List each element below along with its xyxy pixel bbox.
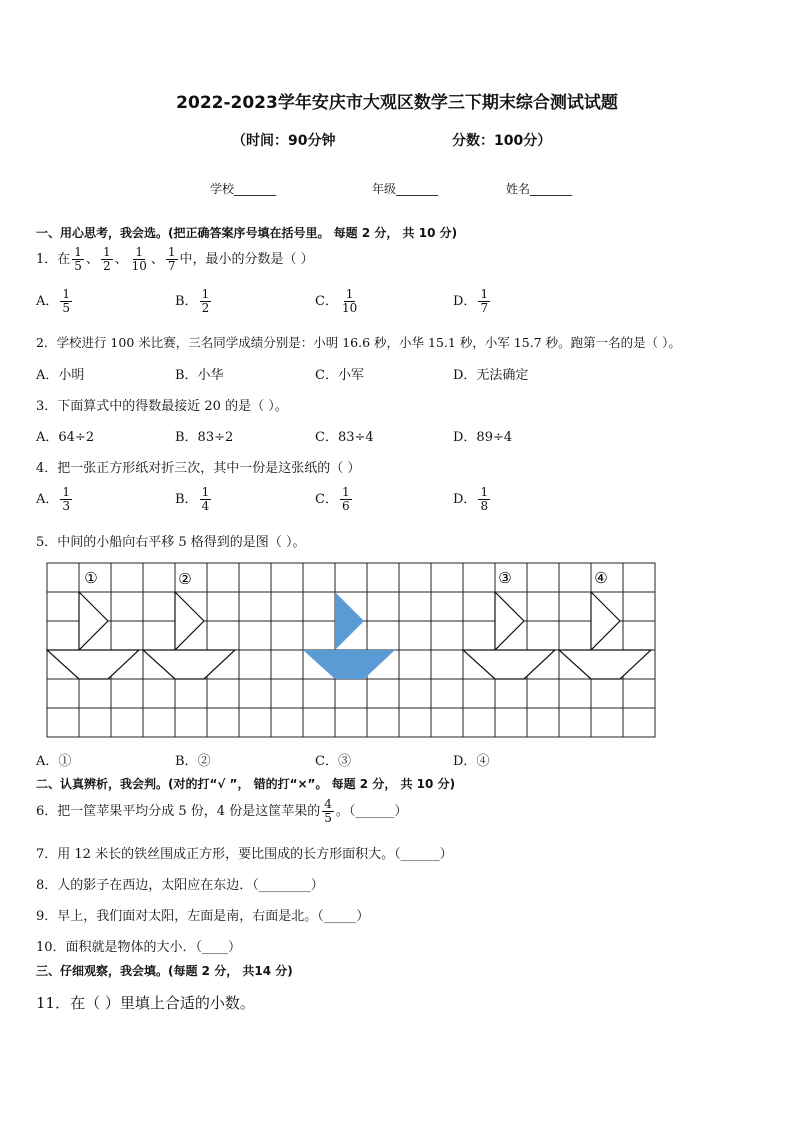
q5-option-c[interactable]: C．③ [315, 754, 351, 769]
q3-option-c[interactable]: C．83÷4 [315, 430, 374, 445]
question-8: 8．人的影子在西边，太阳应在东边．（________） [36, 878, 324, 893]
q1-frac-3: $\frac{1}{10}$ [131, 245, 147, 273]
question-6 [36, 798, 407, 825]
q1-sep: 、 [114, 252, 128, 267]
q1-frac-1: $\frac{1}{5}$ [74, 245, 82, 273]
label-3: ③ [498, 569, 512, 587]
q1-option-c[interactable]: C． $\frac{1}{10}$ [315, 287, 358, 315]
q5-option-a[interactable]: A．① [36, 754, 72, 769]
q1-suffix: 中，最小的分数是（ ） [179, 252, 314, 267]
boat-2 [143, 592, 235, 679]
q2-option-b[interactable]: B．小华 [175, 368, 224, 383]
question-2: 2．学校进行 100 米比赛，三名同学成绩分别是：小明 16.6 秒，小华 15.1 秒，小军 15.7 秒。跑第一名的是（ ）。 [36, 335, 681, 350]
q1-frac-2: $\frac{1}{2}$ [102, 245, 111, 273]
question-9: 9．早上，我们面对太阳，左面是南，右面是北。（_____） [36, 909, 370, 924]
q1-option-d[interactable]: D． $\frac{1}{7}$ [453, 287, 489, 315]
boat-4 [559, 592, 651, 679]
school-field: 学校_______ [210, 182, 277, 196]
q5-option-b[interactable]: B．② [175, 754, 211, 769]
q4-option-a[interactable]: A． $\frac{1}{3}$ [36, 485, 71, 513]
q2-option-c[interactable]: C．小军 [315, 368, 364, 383]
q5-option-d[interactable]: D．④ [453, 754, 490, 769]
boat-middle [303, 592, 395, 679]
q4-option-c[interactable]: C． $\frac{1}{6}$ [315, 485, 350, 513]
section-2-heading: 二、认真辨析，我会判。(对的打“√ ”， 错的打“×”。 每题 2 分， 共 10 分) [36, 777, 456, 791]
score-label: 分数：100分） [452, 133, 552, 149]
q6-suffix: 。（______） [335, 804, 408, 819]
grade-field: 年级_______ [372, 182, 439, 196]
q4-option-b[interactable]: B． $\frac{1}{4}$ [175, 485, 210, 513]
question-11: 11．在（ ）里填上合适的小数。 [36, 994, 255, 1012]
q3-option-b[interactable]: B．83÷2 [175, 430, 234, 445]
boat-1 [47, 592, 139, 679]
page-title: 2022-2023学年安庆市大观区数学三下期末综合测试试题 [176, 93, 618, 113]
question-4: 4．把一张正方形纸对折三次，其中一份是这张纸的（ ） [36, 461, 361, 476]
section-1-heading: 一、用心思考，我会选。(把正确答案序号填在括号里。 每题 2 分， 共 10 分) [36, 226, 458, 240]
q1-sep: 、 [85, 252, 99, 267]
q2-option-d[interactable]: D．无法确定 [453, 368, 529, 383]
q1-option-a[interactable]: A． $\frac{1}{5}$ [36, 287, 71, 315]
question-5: 5．中间的小船向右平移 5 格得到的是图（ ）。 [36, 535, 306, 550]
time-label: （时间：90分钟 [232, 133, 336, 149]
question-10: 10．面积就是物体的大小．（____） [36, 940, 242, 955]
figure-labels [82, 568, 610, 588]
label-1: ① [84, 569, 98, 587]
q1-prefix: 1．在 [36, 252, 71, 267]
q6-fraction: $\frac{4}{5}$ [324, 797, 332, 825]
q1-option-b[interactable]: B． $\frac{1}{2}$ [175, 287, 210, 315]
q3-option-d[interactable]: D．89÷4 [453, 430, 513, 445]
q6-prefix: 6．把一筐苹果平均分成 5 份，4 份是这筐苹果的 [36, 804, 321, 819]
name-field: 姓名_______ [506, 182, 573, 196]
q1-sep: 、 [150, 252, 164, 267]
question-3: 3．下面算式中的得数最接近 20 的是（ ）。 [36, 399, 288, 414]
q2-option-a[interactable]: A．小明 [36, 368, 85, 383]
section-3-heading: 三、仔细观察，我会填。(每题 2 分， 共14 分) [36, 964, 293, 978]
label-2: ② [178, 570, 192, 588]
question-1 [36, 246, 314, 273]
boat-grid-figure [46, 562, 656, 740]
q1-frac-4: $\frac{1}{7}$ [167, 245, 176, 273]
q4-option-d[interactable]: D． $\frac{1}{8}$ [453, 485, 489, 513]
q3-option-a[interactable]: A．64÷2 [36, 430, 95, 445]
boat-3 [463, 592, 555, 679]
label-4: ④ [594, 569, 608, 587]
question-7: 7．用 12 米长的铁丝围成正方形，要比围成的长方形面积大。（______） [36, 847, 453, 862]
